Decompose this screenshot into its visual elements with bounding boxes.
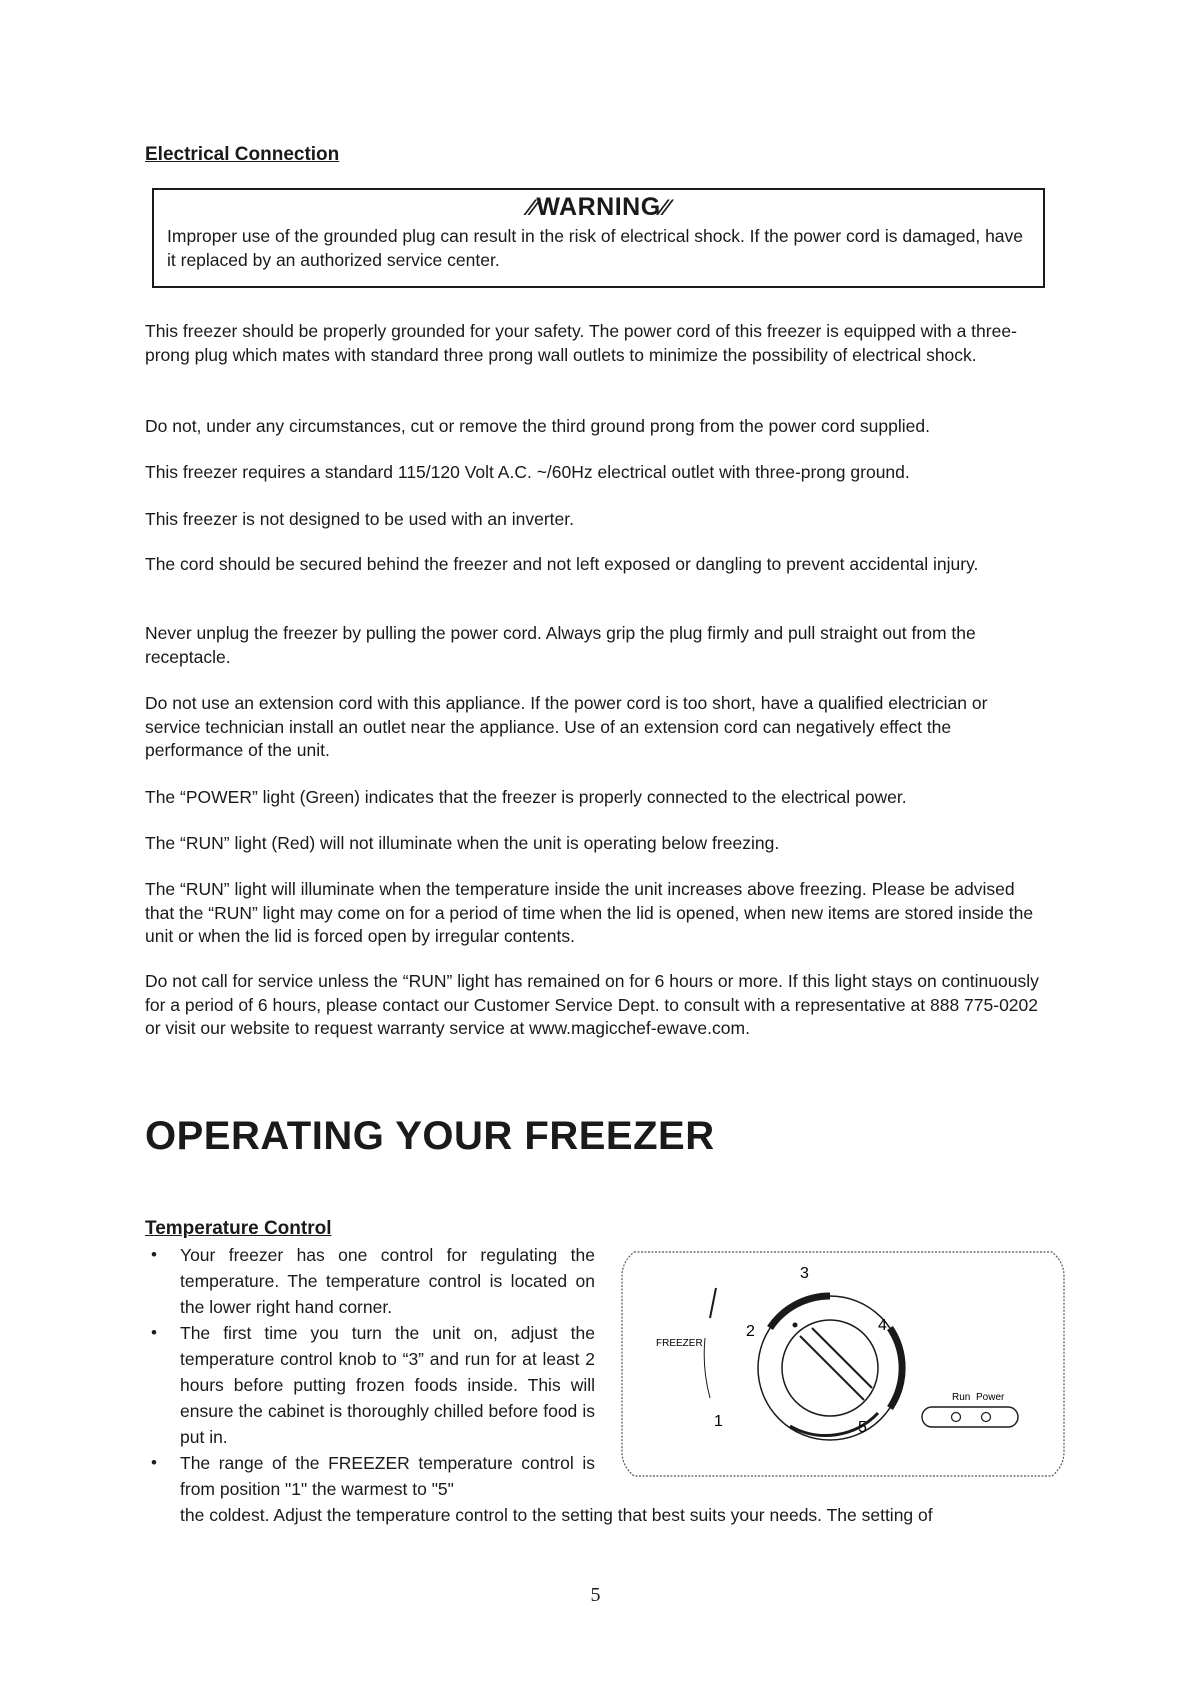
lightning-icon: ⁄⁄	[527, 195, 537, 220]
paragraph-power-light: The “POWER” light (Green) indicates that the freezer is properly connected to the electrical power.	[145, 787, 907, 807]
page-number: 5	[590, 1584, 601, 1606]
label-leader	[710, 1288, 716, 1318]
bullet-icon: •	[151, 1453, 157, 1472]
bullet-text: The first time you turn the unit on, adjust the temperature control knob to “3” and run for at least 2 hours before putting frozen foods inside. This will ensure the cabinet is thoroughly chilled before food is put in.	[180, 1323, 595, 1447]
list-item	[145, 1450, 595, 1502]
dial-position-3: 3	[800, 1265, 809, 1282]
temperature-control-heading: Temperature Control	[145, 1218, 332, 1239]
warning-box	[152, 188, 1045, 288]
warning-title	[154, 193, 1043, 222]
run-light-icon	[952, 1413, 961, 1422]
warning-text: Improper use of the grounded plug can result in the risk of electrical shock. If the power cord is damaged, have it replaced by an authorized service center.	[167, 226, 1024, 270]
dial-position-5: 5	[858, 1419, 867, 1436]
dial-position-4: 4	[878, 1317, 887, 1334]
paragraph-run-light-off: The “RUN” light (Red) will not illuminate when the unit is operating below freezing.	[145, 833, 780, 853]
bullet-text: The range of the FREEZER temperature control is from position "1" the warmest to "5"	[180, 1453, 595, 1499]
run-light-label: Run	[952, 1392, 971, 1403]
paragraph-run-light-on: The “RUN” light will illuminate when the temperature inside the unit increases above freezing. Please be advised that the “RUN” light may come on for a period of time when the lid is opened, when new items are stored inside the unit or when the lid is forced open by irregular contents.	[145, 879, 1034, 946]
bullet-continuation: the coldest. Adjust the temperature control to the setting that best suits your needs. The setting of	[180, 1505, 933, 1525]
paragraph-service: Do not call for service unless the “RUN” light has remained on for 6 hours or more. If this light stays on continuously for a period of 6 hours, please contact our Customer Service Dept. to consult with a representative at 888 775-0202 or visit our website to request warranty service at www.magicchef-ewave.com.	[145, 971, 1039, 1038]
warning-title-text: WARNING	[536, 193, 661, 221]
paragraph-unplug: Never unplug the freezer by pulling the power cord. Always grip the plug firmly and pull straight out from the receptacle.	[145, 623, 976, 667]
bullet-text: Your freezer has one control for regulating the temperature. The temperature control is located on the lower right hand corner.	[180, 1245, 595, 1317]
dial-arc	[770, 1296, 830, 1328]
indicator-lights-housing	[922, 1407, 1018, 1427]
control-panel-diagram	[620, 1248, 1066, 1480]
freezer-dial-label: FREEZER	[656, 1338, 703, 1349]
paragraph-cord-secured: The cord should be secured behind the freezer and not left exposed or dangling to prevent accidental injury.	[145, 554, 979, 574]
operating-title: OPERATING YOUR FREEZER	[145, 1114, 715, 1158]
paragraph-ground-prong: Do not, under any circumstances, cut or remove the third ground prong from the power cord supplied.	[145, 416, 930, 436]
dial-dot	[793, 1323, 798, 1328]
dial-arc	[890, 1328, 902, 1408]
electrical-connection-heading: Electrical Connection	[145, 144, 340, 165]
lightning-icon: ⁄⁄	[660, 195, 670, 220]
paragraph-outlet: This freezer requires a standard 115/120 Volt A.C. ~/60Hz electrical outlet with three-prong ground.	[145, 462, 910, 482]
panel-outline	[622, 1252, 1064, 1476]
list-item	[145, 1320, 595, 1450]
dial-indicator	[800, 1336, 864, 1400]
power-light-icon	[982, 1413, 991, 1422]
temperature-bullet-list	[145, 1242, 595, 1502]
paragraph-inverter: This freezer is not designed to be used with an inverter.	[145, 509, 574, 529]
dial-knob	[782, 1320, 878, 1416]
paragraph-extension-cord: Do not use an extension cord with this appliance. If the power cord is too short, have a qualified electrician or service technician install an outlet near the appliance. Use of an extension cord can negatively effect the performance of the unit.	[145, 693, 988, 760]
label-leader	[704, 1338, 710, 1398]
bullet-icon: •	[151, 1323, 157, 1342]
power-light-label: Power	[976, 1392, 1005, 1403]
bullet-icon: •	[151, 1245, 157, 1264]
dial-position-2: 2	[746, 1323, 755, 1340]
list-item	[145, 1242, 595, 1320]
dial-position-1: 1	[714, 1413, 723, 1430]
paragraph-grounding: This freezer should be properly grounded for your safety. The power cord of this freezer is equipped with a three-prong plug which mates with standard three prong wall outlets to minimize the possibility of electrical shock.	[145, 321, 1017, 365]
